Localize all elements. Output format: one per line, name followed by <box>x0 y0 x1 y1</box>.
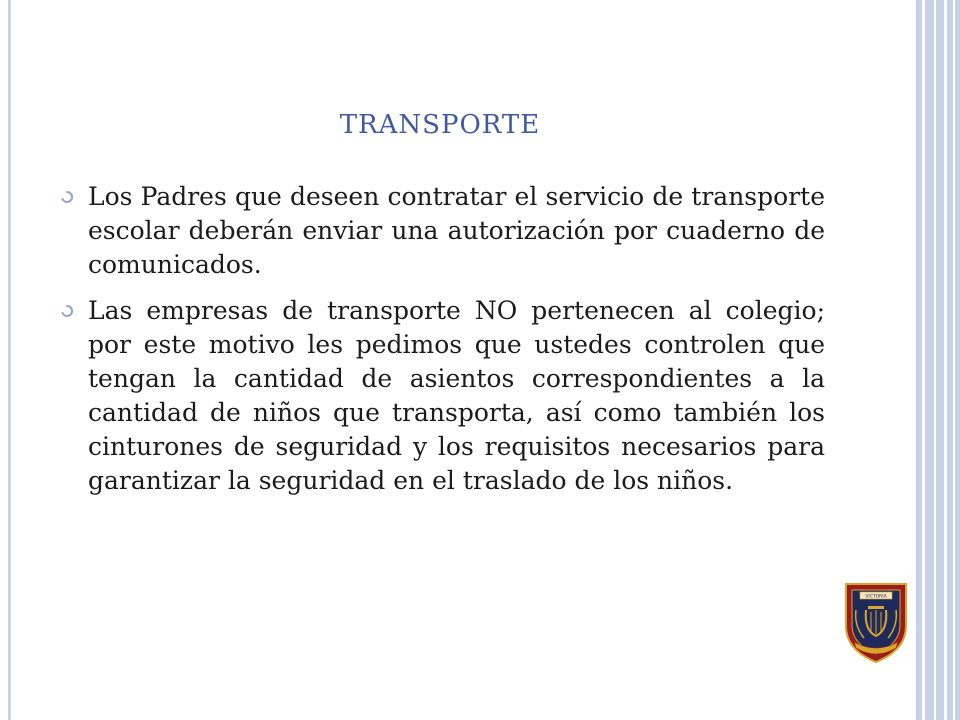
bullet-text: Los Padres que deseen contratar el servicio de transporte escolar deberán enviar una autorización por cuaderno de comunicados. <box>88 182 825 279</box>
bullet-ring-icon <box>60 304 74 318</box>
slide-title: TRANSPORTE <box>339 110 541 140</box>
right-decor-line <box>944 0 947 720</box>
bullet-ring-icon <box>60 190 74 204</box>
right-decor-line <box>934 0 936 720</box>
bullet-item <box>60 294 825 498</box>
left-decor-stripe <box>8 0 11 720</box>
bullet-list <box>60 180 825 510</box>
right-decor-line <box>953 0 955 720</box>
right-decor-band <box>916 0 960 720</box>
crest-banner-text: VICTORIA <box>865 594 887 600</box>
school-crest-icon <box>842 580 910 664</box>
bullet-item <box>60 180 825 282</box>
right-decor-line <box>922 0 925 720</box>
bullet-text: Las empresas de transporte NO pertenecen al colegio; por este motivo les pedimos que ustedes controlen que tengan la cantidad de asientos correspondientes a la cantidad de niños que transporta, así como también los cinturones de seguridad y los requisitos necesarios para garantizar la seguridad en el traslado de los niños. <box>88 296 825 495</box>
